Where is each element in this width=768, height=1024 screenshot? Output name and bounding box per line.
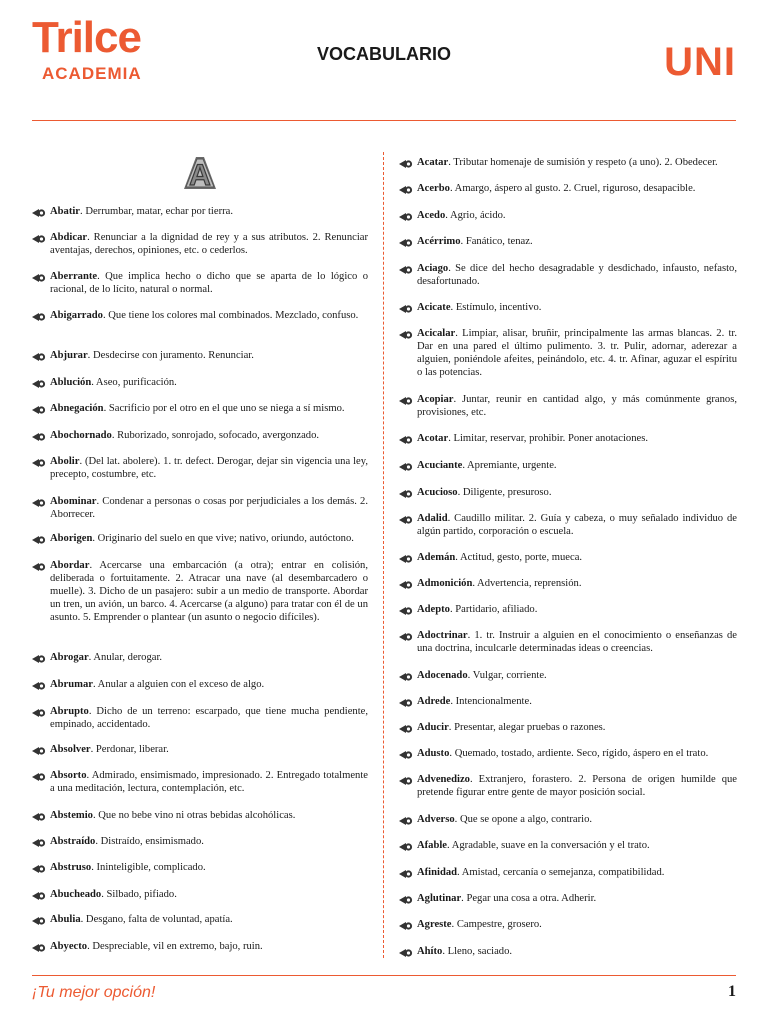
page-title: VOCABULARIO: [317, 44, 451, 64]
pointer-bullet-icon: [32, 271, 50, 283]
entry-text: [417, 630, 737, 656]
pointer-bullet-icon: [399, 774, 417, 786]
entry-term: Abrupto: [50, 706, 89, 717]
pointer-bullet-icon: [32, 941, 50, 953]
footer-divider: [32, 975, 736, 976]
header-divider: [32, 120, 736, 121]
entry-term: Adverso: [417, 814, 455, 825]
section-letter: A: [189, 159, 211, 191]
entry-definition: . Renunciar a la dignidad de rey y a sus atributos. 2. Renunciar aventajas, derechos, opiniones, etc. o cederlos.: [50, 232, 368, 256]
entry-text: [50, 836, 368, 849]
pointer-bullet-icon: [399, 867, 417, 879]
pointer-bullet-icon: [399, 578, 417, 590]
entry-text: [50, 679, 368, 692]
entry-definition: . Limitar, reservar, prohibir. Poner anotaciones.: [448, 433, 648, 444]
entry-term: Adocenado: [417, 670, 468, 681]
letter-a-icon: [180, 155, 220, 191]
vocabulary-entry: [32, 941, 368, 954]
entry-definition: . Se dice del hecho desagradable y desdichado, infausto, nefasto, desafortunado.: [417, 263, 737, 287]
entry-definition: . Ruborizado, sonrojado, sofocado, avergonzado.: [111, 430, 320, 441]
entry-term: Adrede: [417, 696, 451, 707]
pointer-bullet-icon: [399, 487, 417, 499]
entry-term: Acopiar: [417, 394, 454, 405]
pointer-bullet-icon: [399, 433, 417, 445]
entry-text: [417, 460, 737, 473]
pointer-bullet-icon: [32, 836, 50, 848]
column-divider: [383, 152, 384, 958]
entry-term: Acicate: [417, 302, 451, 313]
pointer-bullet-icon: [32, 914, 50, 926]
entry-definition: . Ininteligible, complicado.: [91, 862, 206, 873]
vocabulary-entry: [32, 403, 368, 416]
vocabulary-entry: [32, 744, 368, 757]
vocabulary-entry: [399, 867, 737, 880]
pointer-bullet-icon: [32, 533, 50, 545]
section-letter-badge: [180, 155, 220, 191]
entry-term: Ahíto: [417, 946, 443, 957]
entry-text: [50, 350, 368, 363]
entry-text: [50, 744, 368, 757]
pointer-bullet-icon: [399, 604, 417, 616]
footer-slogan: ¡Tu mejor opción!: [32, 984, 156, 1001]
vocabulary-entry: [399, 630, 737, 656]
entry-definition: . Lleno, saciado.: [442, 946, 513, 957]
pointer-bullet-icon: [399, 722, 417, 734]
pointer-bullet-icon: [32, 496, 50, 508]
vocabulary-entry: [399, 919, 737, 932]
entry-definition: . Intencionalmente.: [450, 696, 532, 707]
entry-text: [50, 533, 368, 546]
entry-term: Aducir: [417, 722, 449, 733]
entry-definition: . Sacrificio por el otro en el que uno se niega a sí mismo.: [103, 403, 345, 414]
entry-term: Abrogar: [50, 652, 89, 663]
entry-definition: . Dicho de un terreno: escarpado, que tiene mucha pendiente, empinado, accidentado.: [50, 706, 368, 730]
pointer-bullet-icon: [32, 706, 50, 718]
entry-term: Advenedizo: [417, 774, 470, 785]
entry-term: Adepto: [417, 604, 450, 615]
entry-definition: . Condenar a personas o cosas por perjudiciales a los demás. 2. Aborrecer.: [50, 496, 368, 520]
entry-term: Abstemio: [50, 810, 93, 821]
pointer-bullet-icon: [32, 456, 50, 468]
entry-definition: . Diligente, presuroso.: [457, 487, 552, 498]
entry-text: [50, 770, 368, 796]
vocabulary-entry: [399, 328, 737, 380]
logo-subtitle: ACADEMIA: [42, 64, 142, 83]
pointer-bullet-icon: [32, 679, 50, 691]
entry-term: Adusto: [417, 748, 450, 759]
pointer-bullet-icon: [32, 206, 50, 218]
vocabulary-entry: [399, 302, 737, 315]
entry-term: Absorto: [50, 770, 87, 781]
pointer-bullet-icon: [399, 460, 417, 472]
vocabulary-entry: [32, 810, 368, 823]
entry-text: [417, 814, 737, 827]
vocabulary-entry: [399, 394, 737, 420]
pointer-bullet-icon: [399, 893, 417, 905]
page-header: [0, 0, 768, 122]
vocabulary-entry: [399, 604, 737, 617]
entry-definition: . Juntar, reunir en cantidad algo, y más comúnmente granos, provisiones, etc.: [417, 394, 737, 418]
pointer-bullet-icon: [399, 394, 417, 406]
pointer-bullet-icon: [399, 263, 417, 275]
entry-definition: . Amistad, cercanía o semejanza, compatibilidad.: [457, 867, 665, 878]
uni-logo: UNI: [664, 40, 736, 84]
pointer-bullet-icon: [32, 350, 50, 362]
vocabulary-entry: [399, 183, 737, 196]
vocabulary-entry: [32, 560, 368, 625]
entry-definition: . Limpiar, alisar, bruñir, principalmente las armas blancas. 2. tr. Dar en una pared el último pulimento. 3. tr. Pulir, adornar, aderezar a alguien, poniéndole afeites, peinándolo, etc. 4. tr. Afinar, aguzar el espíritu o las potencias.: [417, 328, 737, 378]
pointer-bullet-icon: [399, 302, 417, 314]
pointer-bullet-icon: [399, 840, 417, 852]
entry-term: Abstruso: [50, 862, 92, 873]
entry-definition: . Anular, derogar.: [88, 652, 163, 663]
entry-text: [417, 328, 737, 380]
entry-term: Ablución: [50, 377, 92, 388]
entry-text: [417, 487, 737, 500]
entry-definition: . Acercarse una embarcación (a otra); entrar en colisión, deliberada o fortuitamente. 2. Atracar una nave (al desembarcadero o muelle). 3. Dicho de un pasajero: subir a un medio de transporte. Abordar un tren, un avión, un barco. 4. Acercarse (a alguno) para tratar con él de un asunto. 5. Emprender o plantear (un asunto o negocio difíciles).: [50, 560, 368, 623]
entry-definition: . Anular a alguien con el exceso de algo.: [92, 679, 265, 690]
entry-term: Abigarrado: [50, 310, 103, 321]
entry-term: Abdicar: [50, 232, 88, 243]
vocabulary-entry: [399, 236, 737, 249]
entry-term: Abrumar: [50, 679, 93, 690]
entry-text: [417, 774, 737, 800]
entry-definition: . Fanático, tenaz.: [460, 236, 533, 247]
entry-term: Afinidad: [417, 867, 458, 878]
pointer-bullet-icon: [399, 183, 417, 195]
vocabulary-entry: [399, 513, 737, 539]
entry-definition: . (Del lat. abolere). 1. tr. defect. Derogar, dejar sin vigencia una ley, precepto, costumbre, etc.: [50, 456, 368, 480]
entry-text: [417, 840, 737, 853]
vocabulary-entry: [32, 652, 368, 665]
page-number: 1: [728, 983, 736, 1000]
vocabulary-entry: [32, 206, 368, 219]
entry-definition: . Presentar, alegar pruebas o razones.: [448, 722, 606, 733]
vocabulary-entry: [32, 533, 368, 546]
entry-definition: . Advertencia, reprensión.: [472, 578, 582, 589]
pointer-bullet-icon: [399, 946, 417, 958]
entry-text: [50, 271, 368, 297]
entry-term: Abochornado: [50, 430, 112, 441]
pointer-bullet-icon: [399, 748, 417, 760]
pointer-bullet-icon: [32, 889, 50, 901]
entry-term: Abordar: [50, 560, 90, 571]
entry-text: [50, 652, 368, 665]
entry-text: [417, 893, 737, 906]
pointer-bullet-icon: [32, 310, 50, 322]
entry-text: [417, 867, 737, 880]
entry-definition: . Caudillo militar. 2. Guía y cabeza, o muy señalado individuo de algún partido, corporación o escuela.: [417, 513, 737, 537]
entry-definition: . Desgano, falta de voluntad, apatía.: [80, 914, 233, 925]
entry-definition: . Vulgar, corriente.: [467, 670, 547, 681]
pointer-bullet-icon: [32, 560, 50, 572]
entry-definition: . Distraído, ensimismado.: [95, 836, 204, 847]
pointer-bullet-icon: [399, 814, 417, 826]
entry-term: Abucheado: [50, 889, 102, 900]
entry-definition: . Despreciable, vil en extremo, bajo, ruin.: [87, 941, 263, 952]
entry-text: [417, 946, 737, 959]
entry-term: Admonición: [417, 578, 473, 589]
pointer-bullet-icon: [399, 696, 417, 708]
entry-definition: . Quemado, tostado, ardiente. Seco, rígido, áspero en el trato.: [449, 748, 709, 759]
vocabulary-entry: [32, 271, 368, 297]
entry-term: Acerbo: [417, 183, 450, 194]
pointer-bullet-icon: [399, 630, 417, 642]
entry-text: [417, 919, 737, 932]
entry-definition: . Campestre, grosero.: [451, 919, 542, 930]
entry-text: [50, 430, 368, 443]
entry-text: [50, 403, 368, 416]
pointer-bullet-icon: [399, 328, 417, 340]
entry-text: [417, 210, 737, 223]
entry-term: Afable: [417, 840, 448, 851]
pointer-bullet-icon: [32, 232, 50, 244]
pointer-bullet-icon: [32, 430, 50, 442]
entry-text: [417, 302, 737, 315]
vocabulary-entry: [32, 430, 368, 443]
entry-term: Ademán: [417, 552, 456, 563]
entry-definition: . Originario del suelo en que vive; nativo, oriundo, autóctono.: [92, 533, 354, 544]
pointer-bullet-icon: [399, 552, 417, 564]
entry-term: Acucioso: [417, 487, 458, 498]
vocabulary-entry: [32, 310, 368, 323]
entry-text: [50, 889, 368, 902]
vocabulary-entry: [399, 696, 737, 709]
entry-text: [50, 232, 368, 258]
pointer-bullet-icon: [32, 862, 50, 874]
entry-text: [417, 722, 737, 735]
vocabulary-entry: [399, 157, 737, 170]
entry-term: Abominar: [50, 496, 97, 507]
entry-text: [417, 578, 737, 591]
vocabulary-entry: [32, 232, 368, 258]
entry-term: Acérrimo: [417, 236, 461, 247]
pointer-bullet-icon: [32, 377, 50, 389]
entry-term: Abnegación: [50, 403, 104, 414]
entry-term: Acicalar: [417, 328, 456, 339]
vocabulary-entry: [399, 893, 737, 906]
entry-text: [417, 433, 737, 446]
vocabulary-entry: [399, 460, 737, 473]
entry-definition: . Aseo, purificación.: [91, 377, 177, 388]
entry-term: Aberrante: [50, 271, 98, 282]
entry-text: [50, 496, 368, 522]
vocabulary-entry: [399, 433, 737, 446]
entry-term: Aciago: [417, 263, 449, 274]
entry-text: [417, 263, 737, 289]
entry-term: Agreste: [417, 919, 452, 930]
vocabulary-entry: [32, 706, 368, 732]
entry-term: Abyecto: [50, 941, 88, 952]
vocabulary-entry: [399, 946, 737, 959]
entry-text: [417, 183, 737, 196]
entry-definition: . Agradable, suave en la conversación y el trato.: [447, 840, 650, 851]
entry-definition: . Que tiene los colores mal combinados. Mezclado, confuso.: [102, 310, 359, 321]
vocabulary-entry: [32, 889, 368, 902]
entry-definition: . Derrumbar, matar, echar por tierra.: [80, 206, 233, 217]
entry-text: [50, 377, 368, 390]
vocabulary-entry: [32, 377, 368, 390]
logo-wordmark: Trilce: [32, 13, 141, 62]
entry-definition: . Tributar homenaje de sumisión y respeto (a uno). 2. Obedecer.: [448, 157, 718, 168]
entry-text: [50, 456, 368, 482]
entry-term: Aglutinar: [417, 893, 462, 904]
entry-text: [417, 157, 737, 170]
entry-text: [417, 552, 737, 565]
entry-text: [50, 914, 368, 927]
entry-term: Absolver: [50, 744, 91, 755]
vocabulary-entry: [32, 836, 368, 849]
entry-definition: . Estímulo, incentivo.: [450, 302, 542, 313]
vocabulary-entry: [399, 722, 737, 735]
entry-text: [417, 696, 737, 709]
entry-term: Abulia: [50, 914, 81, 925]
pointer-bullet-icon: [32, 770, 50, 782]
entry-term: Adoctrinar: [417, 630, 468, 641]
entry-term: Abatir: [50, 206, 81, 217]
pointer-bullet-icon: [399, 236, 417, 248]
vocabulary-entry: [399, 552, 737, 565]
vocabulary-entry: [32, 456, 368, 482]
entry-term: Acuciante: [417, 460, 463, 471]
entry-term: Abjurar: [50, 350, 88, 361]
pointer-bullet-icon: [399, 919, 417, 931]
vocabulary-entry: [32, 914, 368, 927]
vocabulary-entry: [32, 679, 368, 692]
entry-definition: . Actitud, gesto, porte, mueca.: [455, 552, 583, 563]
vocabulary-entry: [399, 487, 737, 500]
entry-text: [50, 941, 368, 954]
entry-text: [417, 236, 737, 249]
entry-text: [417, 513, 737, 539]
entry-term: Abstraído: [50, 836, 96, 847]
pointer-bullet-icon: [399, 157, 417, 169]
entry-text: [417, 670, 737, 683]
pointer-bullet-icon: [32, 810, 50, 822]
entry-term: Aborigen: [50, 533, 93, 544]
vocabulary-entry: [32, 350, 368, 363]
entry-text: [50, 810, 368, 823]
entry-term: Acatar: [417, 157, 449, 168]
entry-text: [417, 748, 737, 761]
vocabulary-entry: [399, 774, 737, 800]
entry-term: Adalid: [417, 513, 448, 524]
entry-text: [50, 560, 368, 625]
vocabulary-entry: [32, 770, 368, 796]
vocabulary-entry: [32, 496, 368, 522]
entry-text: [50, 706, 368, 732]
entry-definition: . Perdonar, liberar.: [90, 744, 169, 755]
pointer-bullet-icon: [399, 670, 417, 682]
entry-definition: . Que se opone a algo, contrario.: [454, 814, 593, 825]
pointer-bullet-icon: [399, 513, 417, 525]
entry-text: [417, 394, 737, 420]
entry-term: Acotar: [417, 433, 449, 444]
entry-definition: . Desdecirse con juramento. Renunciar.: [87, 350, 254, 361]
entry-definition: . Que implica hecho o dicho que se aparta de lo lógico o racional, de lo lícito, natural o normal.: [50, 271, 368, 295]
vocabulary-entry: [399, 748, 737, 761]
vocabulary-entry: [32, 862, 368, 875]
entry-term: Abolir: [50, 456, 80, 467]
pointer-bullet-icon: [32, 744, 50, 756]
entry-text: [417, 604, 737, 617]
entry-definition: . Que no bebe vino ni otras bebidas alcohólicas.: [92, 810, 296, 821]
entry-definition: . 1. tr. Instruir a alguien en el conocimiento o enseñanzas de una doctrina, inculcarle determinadas ideas o creencias.: [417, 630, 737, 654]
vocabulary-entry: [399, 263, 737, 289]
entry-definition: . Pegar una cosa a otra. Adherir.: [461, 893, 597, 904]
entry-definition: . Partidario, afiliado.: [449, 604, 538, 615]
vocabulary-entry: [399, 840, 737, 853]
entry-text: [50, 862, 368, 875]
entry-definition: . Agrio, ácido.: [445, 210, 506, 221]
entry-definition: . Amargo, áspero al gusto. 2. Cruel, riguroso, desapacible.: [449, 183, 696, 194]
vocabulary-entry: [399, 670, 737, 683]
vocabulary-entry: [399, 210, 737, 223]
entry-definition: . Apremiante, urgente.: [462, 460, 557, 471]
entry-definition: . Admirado, ensimismado, impresionado. 2. Entregado totalmente a una meditación, lectura, contemplación, etc.: [50, 770, 368, 794]
vocabulary-entry: [399, 578, 737, 591]
entry-term: Acedo: [417, 210, 446, 221]
entry-definition: . Extranjero, forastero. 2. Persona de origen humilde que pretende figurar entre gente de mayor posición social.: [417, 774, 737, 798]
vocabulary-entry: [399, 814, 737, 827]
pointer-bullet-icon: [32, 403, 50, 415]
pointer-bullet-icon: [399, 210, 417, 222]
entry-text: [50, 206, 368, 219]
entry-definition: . Silbado, pifiado.: [101, 889, 177, 900]
pointer-bullet-icon: [32, 652, 50, 664]
entry-text: [50, 310, 368, 323]
